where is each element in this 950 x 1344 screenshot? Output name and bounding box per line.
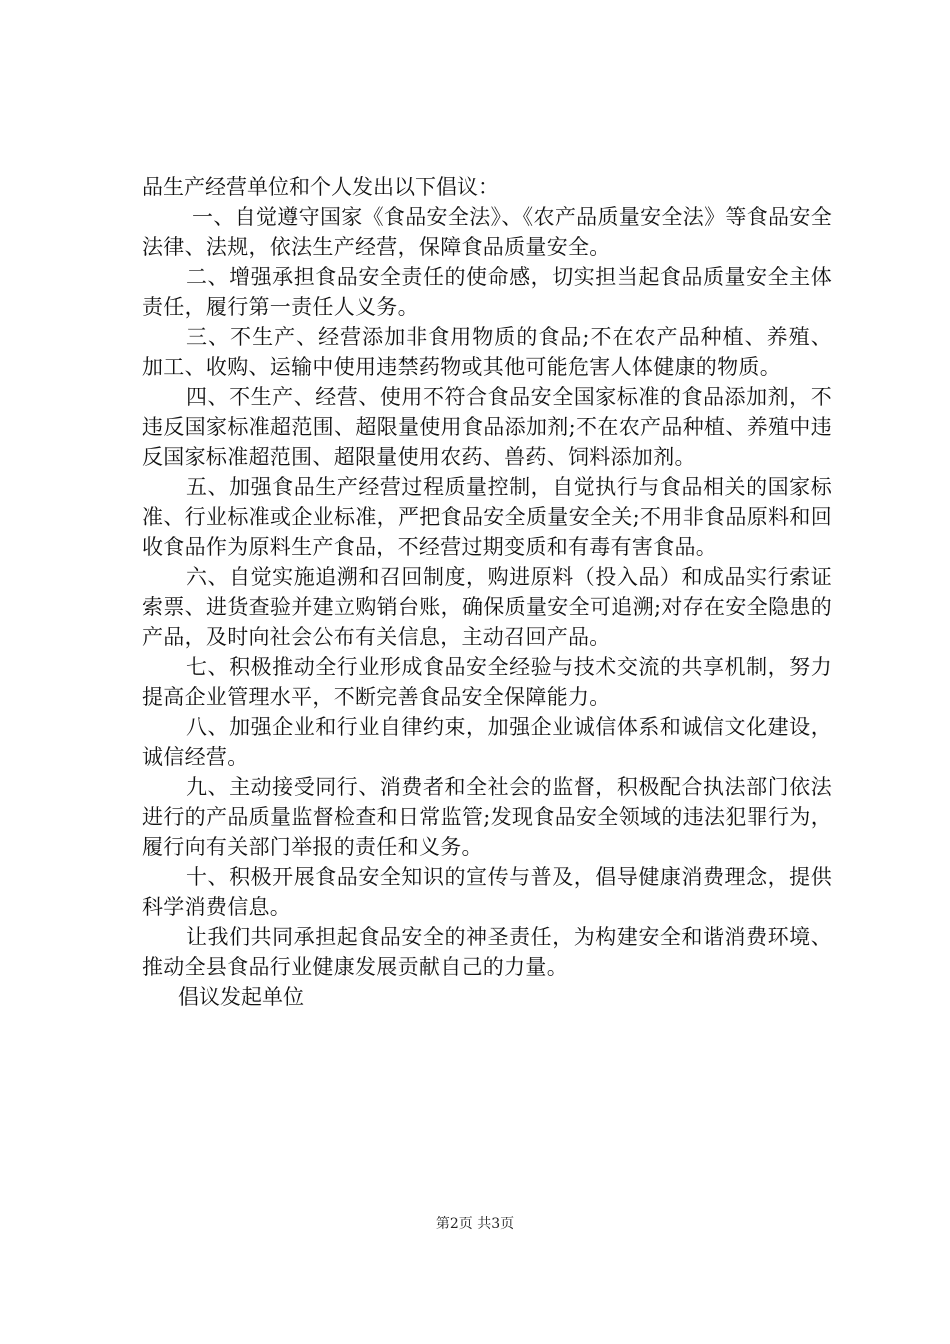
article-7: 七、积极推动全行业形成食品安全经验与技术交流的共享机制，努力提高企业管理水平，不断完善食品安全保障能力。 [142,655,832,709]
article-6: 六、自觉实施追溯和召回制度，购进原料（投入品）和成品实行索证索票、进货查验并建立购销台账，确保质量安全可追溯;对存在安全隐患的产品，及时向社会公布有关信息，主动召回产品。 [142,565,832,649]
article-2: 二、增强承担食品安全责任的使命感，切实担当起食品质量安全主体责任，履行第一责任人义务。 [142,265,832,319]
page-number-footer: 第2页 共3页 [435,1216,515,1232]
signature-line: 倡议发起单位 [178,985,304,1009]
intro-line: 品生产经营单位和个人发出以下倡议： [142,175,499,199]
article-9: 九、主动接受同行、消费者和全社会的监督，积极配合执法部门依法进行的产品质量监督检查和日常监管;发现食品安全领域的违法犯罪行为，履行向有关部门举报的责任和义务。 [142,775,832,859]
article-4: 四、不生产、经营、使用不符合食品安全国家标准的食品添加剂，不违反国家标准超范围、超限量使用食品添加剂;不在农产品种植、养殖中违反国家标准超范围、超限量使用农药、兽药、饲料添加剂。 [142,385,832,469]
article-3: 三、不生产、经营添加非食用物质的食品;不在农产品种植、养殖、加工、收购、运输中使用违禁药物或其他可能危害人体健康的物质。 [142,325,832,379]
article-10: 十、积极开展食品安全知识的宣传与普及，倡导健康消费理念，提供科学消费信息。 [142,865,832,919]
closing-paragraph: 让我们共同承担起食品安全的神圣责任，为构建安全和谐消费环境、推动全县食品行业健康发展贡献自己的力量。 [142,925,832,979]
article-1: 一、自觉遵守国家《食品安全法》、《农产品质量安全法》等食品安全法律、法规，依法生产经营，保障食品质量安全。 [142,205,832,259]
article-5: 五、加强食品生产经营过程质量控制，自觉执行与食品相关的国家标准、行业标准或企业标准，严把食品安全质量安全关;不用非食品原料和回收食品作为原料生产食品，不经营过期变质和有毒有害食品。 [142,475,832,559]
article-8: 八、加强企业和行业自律约束，加强企业诚信体系和诚信文化建设，诚信经营。 [142,715,832,769]
document-body [142,172,832,1012]
